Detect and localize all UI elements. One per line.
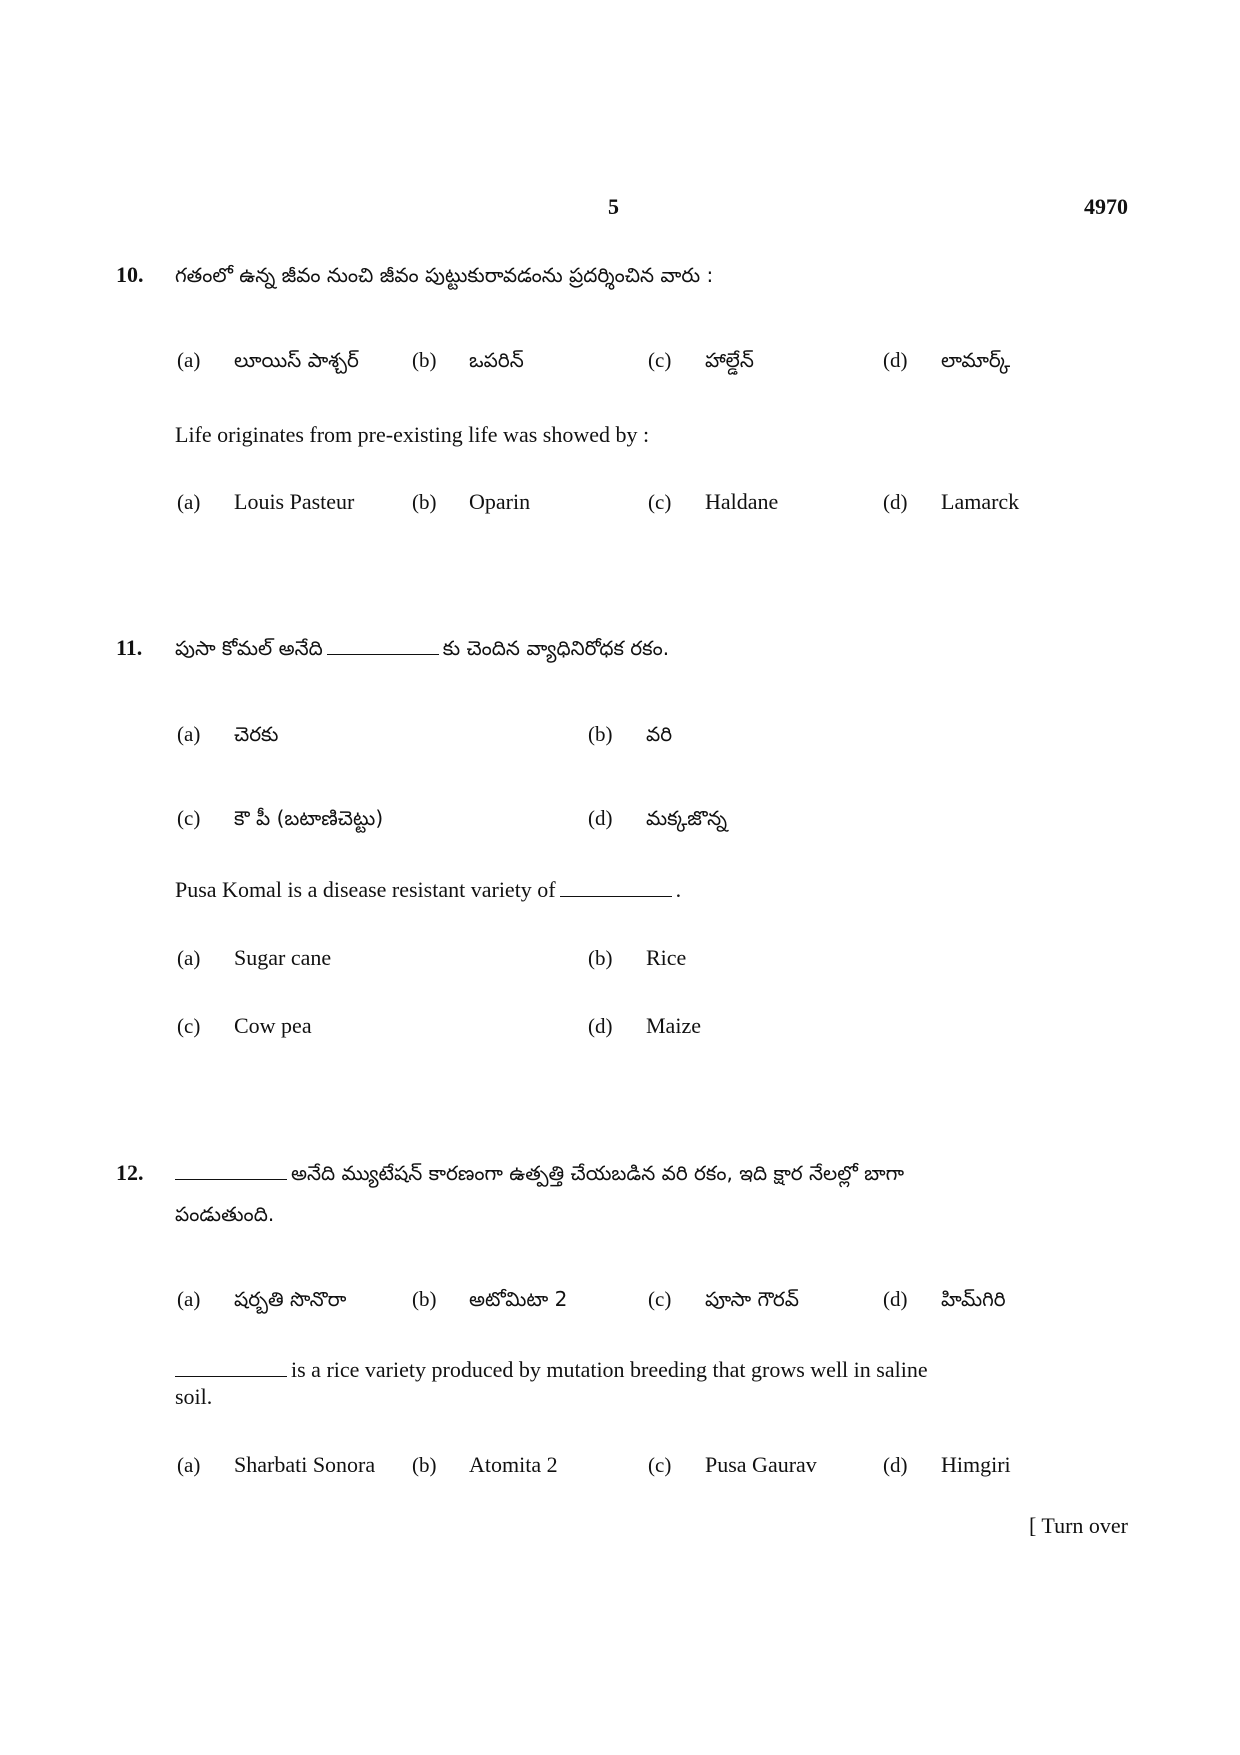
option-text: Sharbati Sonora [234, 1452, 376, 1477]
option-text: Lamarck [941, 489, 1020, 514]
option-label: (a) [177, 946, 201, 970]
answer-blank [327, 654, 439, 655]
paper-code: 4970 [1084, 194, 1128, 219]
option-label: (b) [412, 1287, 437, 1311]
question-text-telugu: పుసా కోమల్ అనేది కు చెందిన వ్యాధినిరోధక రకం. [175, 636, 670, 660]
question-text-english: Pusa Komal is a disease resistant variety of . [175, 877, 682, 902]
option-label: (d) [588, 806, 613, 830]
option-text: హాల్డేన్ [705, 348, 754, 372]
option-text: షర్బతి సొనొరా [234, 1287, 347, 1311]
option-text: Haldane [705, 489, 779, 514]
option-text: Pusa Gaurav [705, 1452, 817, 1477]
option-text: Himgiri [941, 1452, 1011, 1477]
option-text: మక్కజొన్న [646, 806, 728, 830]
option-label: (c) [648, 490, 672, 514]
option-text: అటోమిటా 2 [469, 1287, 568, 1311]
question-text-english: Life originates from pre-existing life was showed by : [175, 422, 650, 447]
option-label: (a) [177, 1287, 201, 1311]
option-label: (d) [883, 348, 908, 372]
option-text: Rice [646, 945, 687, 970]
answer-blank [175, 1179, 287, 1180]
question-number: 11. [116, 635, 143, 660]
option-label: (d) [588, 1014, 613, 1038]
question-text-telugu-continued: పండుతుంది. [175, 1202, 275, 1226]
option-text: Oparin [469, 489, 531, 514]
option-label: (a) [177, 722, 201, 746]
option-text: Maize [646, 1013, 701, 1038]
option-label: (c) [177, 1014, 201, 1038]
option-label: (b) [588, 722, 613, 746]
option-label: (b) [412, 1453, 437, 1477]
option-text: వరి [646, 722, 673, 746]
option-label: (c) [648, 1287, 672, 1311]
question-text-telugu: గతంలో ఉన్న జీవం నుంచి జీవం పుట్టుకురావడంను ప్రదర్శించిన వారు : [175, 263, 714, 287]
option-label: (c) [648, 348, 672, 372]
option-text: చెరకు [234, 722, 279, 746]
option-text: Louis Pasteur [234, 489, 355, 514]
question-number: 12. [116, 1160, 144, 1185]
option-label: (a) [177, 490, 201, 514]
option-label: (b) [412, 348, 437, 372]
page-number: 5 [608, 194, 619, 219]
option-text: హిమ్‌గిరి [941, 1287, 1006, 1311]
option-text: కౌ పీ (బటాణిచెట్టు) [234, 806, 384, 830]
option-text: లామార్క్ [941, 348, 1011, 372]
option-text: ఒపరిన్ [469, 348, 524, 372]
question-text-english: is a rice variety produced by mutation breeding that grows well in saline [175, 1357, 928, 1383]
option-text: Sugar cane [234, 945, 332, 970]
option-label: (d) [883, 490, 908, 514]
turn-over-note: [ Turn over [1028, 1513, 1128, 1538]
option-label: (d) [883, 1287, 908, 1311]
question-text-english-continued: soil. [175, 1384, 213, 1409]
option-text: లూయిస్ పాశ్చర్ [234, 348, 359, 372]
option-label: (c) [177, 806, 201, 830]
option-text: Cow pea [234, 1013, 312, 1038]
option-label: (a) [177, 1453, 201, 1477]
option-label: (b) [588, 946, 613, 970]
option-label: (d) [883, 1453, 908, 1477]
answer-blank [560, 896, 672, 897]
option-label: (b) [412, 490, 437, 514]
option-label: (a) [177, 348, 201, 372]
option-text: పూసా గౌరవ్ [705, 1287, 799, 1311]
answer-blank [175, 1376, 287, 1377]
option-text: Atomita 2 [469, 1452, 558, 1477]
question-number: 10. [116, 262, 144, 287]
question-text-telugu: అనేది మ్యుటేషన్ కారణంగా ఉత్పత్తి చేయబడిన వరి రకం, ఇది క్షార నేలల్లో బాగా [175, 1160, 904, 1190]
option-label: (c) [648, 1453, 672, 1477]
